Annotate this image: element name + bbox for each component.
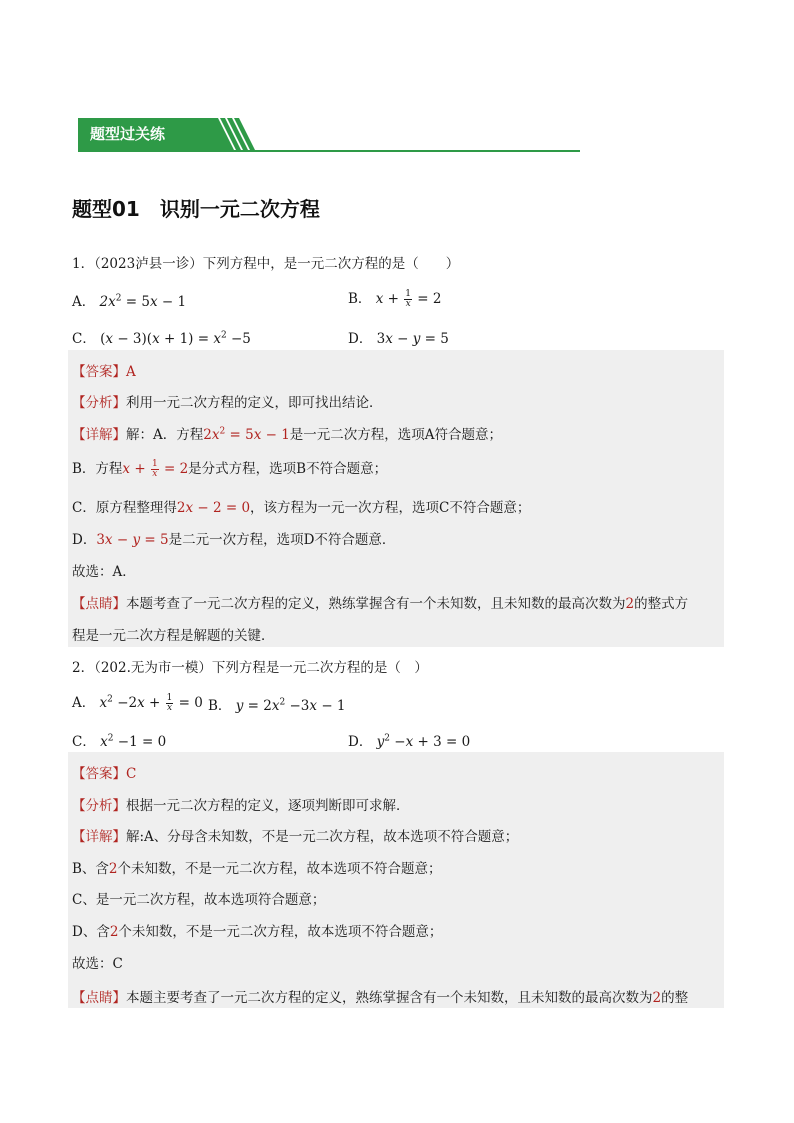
- q1-answer: 【答案】A: [72, 364, 136, 380]
- section-banner: [78, 118, 580, 154]
- banner-label: 题型过关练: [78, 118, 218, 150]
- q1-comment-line1: 【点睛】本题考查了一元二次方程的定义，熟练掌握含有一个未知数，且未知数的最高次数为2的整式方: [72, 596, 689, 612]
- q1-detail-a: 【详解】解：A．方程$2x^2 = 5x - 1$是一元二次方程，选项A符合题意；: [72, 426, 503, 443]
- q2-option-a: A． $x^2 -2x$ + $\frac{1}{x}$ = 0: [72, 693, 203, 713]
- q2-answer: 【答案】C: [72, 766, 137, 782]
- q2-choose: 故选：C: [72, 956, 123, 972]
- q1-option-c: C． $(x - 3)(x + 1) = x^2 -5$: [72, 330, 251, 347]
- banner-underline: [78, 150, 580, 152]
- q1-analysis: 【分析】利用一元二次方程的定义，即可找出结论．: [72, 395, 383, 411]
- q1-option-b: B． x + $\frac{1}{x}$ = 2: [348, 289, 442, 309]
- section-title: 题型01 识别一元二次方程: [72, 197, 320, 221]
- q2-option-b: B． $y = 2x^2 -3x - 1$: [208, 697, 346, 714]
- q2-detail-c: C、是一元二次方程，故本选项符合题意；: [72, 892, 326, 908]
- q1-option-d: D． 3x − y = 5: [348, 331, 449, 347]
- q2-option-d: D． $y^2 -x + 3 = 0$: [348, 733, 471, 750]
- q1-detail-d: D．3x − y = 5是二元一次方程，选项D不符合题意．: [72, 532, 396, 548]
- q2-stem: 2．（202.无为市一模）下列方程是一元二次方程的是（ ）: [72, 660, 428, 676]
- q2-detail-b: B、含2个未知数，不是一元二次方程，故本选项不符合题意；: [72, 861, 442, 877]
- banner-stripes-icon: [196, 118, 256, 150]
- q1-detail-c: C．原方程整理得2x − 2 = 0，该方程为一元一次方程，选项C不符合题意；: [72, 500, 531, 516]
- q2-detail-d: D、含2个未知数，不是一元二次方程，故本选项不符合题意；: [72, 924, 443, 940]
- q2-analysis: 【分析】根据一元二次方程的定义，逐项判断即可求解．: [72, 798, 410, 814]
- q1-stem: 1．（2023泸县一诊）下列方程中，是一元二次方程的是（ ）: [72, 256, 460, 272]
- q1-option-a: A． $2x^2 = 5x - 1$: [72, 293, 187, 310]
- q1-comment-line2: 程是一元二次方程是解题的关键．: [72, 628, 275, 644]
- q2-option-c: C． $x^2 -1 = 0$: [72, 733, 167, 750]
- q2-solution-box: [68, 752, 724, 1008]
- q1-choose: 故选：A．: [72, 564, 136, 580]
- q2-comment-line1: 【点睛】本题主要考查了一元二次方程的定义，熟练掌握含有一个未知数，且未知数的最高次数为2的整: [72, 990, 689, 1006]
- q2-detail-a: 【详解】解:A、分母含未知数，不是一元二次方程，故本选项不符合题意；: [72, 829, 519, 845]
- q1-detail-b: B．方程x + $\frac{1}{x}$ = 2是分式方程，选项B不符合题意；: [72, 459, 388, 479]
